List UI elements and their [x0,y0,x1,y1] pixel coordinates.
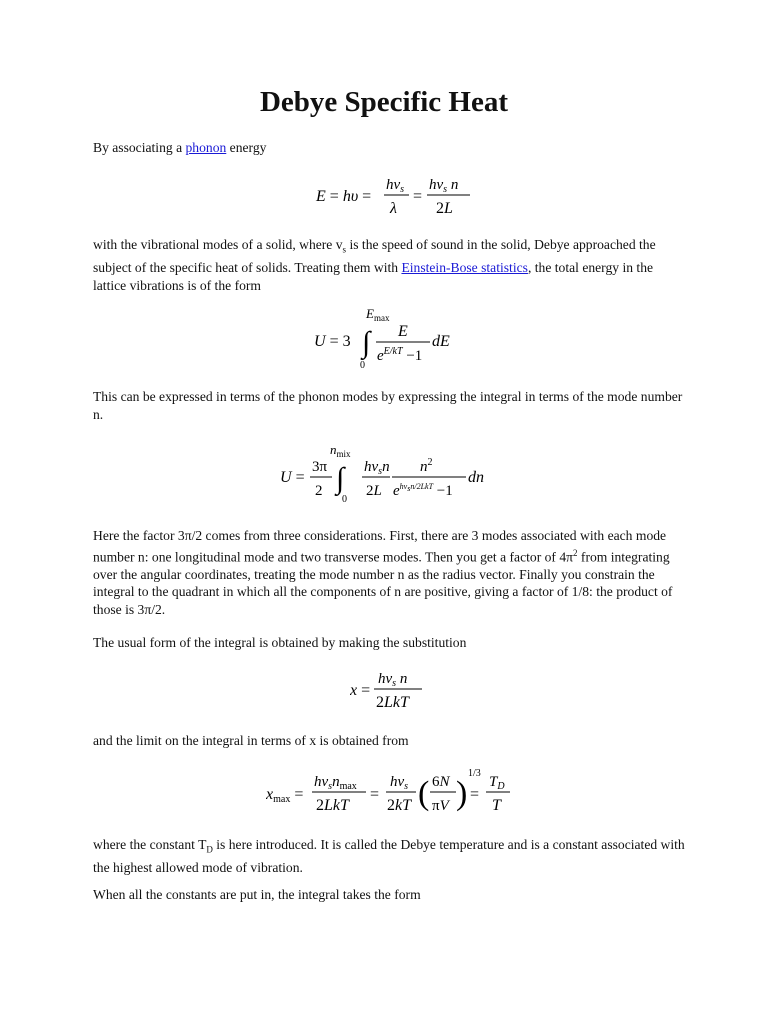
svg-text:dn: dn [468,469,484,486]
equation-phonon-energy [314,172,474,218]
paragraph-phonon-modes: This can be expressed in terms of the phonon modes by expressing the integral in terms of the mode number n. [93,389,683,422]
equation-total-energy [314,304,464,370]
subscript: s [342,244,347,255]
svg-text:3π: 3π [312,459,328,475]
svg-text:1/3: 1/3 [468,768,481,779]
svg-text:=: = [470,786,480,803]
text: energy [226,140,267,155]
svg-text:=: = [370,786,380,803]
svg-text:U = 3: U = 3 [314,333,351,350]
svg-text:2L: 2L [436,200,453,217]
text: is the speed of sound in the solid, Debye approached the subject of the specific heat of solids. Treating them with [93,237,656,276]
einstein-bose-statistics-link[interactable]: Einstein-Bose statistics [401,260,528,276]
paragraph-debye-temperature [93,836,685,877]
svg-text:(: ( [418,775,430,812]
page-title: Debye Specific Heat [259,86,509,118]
text: from integrating over the angular coordinates, treating the mode number n as the radius vector. Finally you constrain the integral to the quadrant in which all the components of n are positive, giving a factor of 1/8: the product of those is 3π/2. [93,549,673,617]
paragraph-substitution: The usual form of the integral is obtained by making the substitution [93,635,467,650]
svg-text:=: = [413,188,423,205]
paragraph-vibrational-modes [93,236,685,295]
text: Here the factor 3π/2 comes from three considerations. First, there are 3 modes associated with each mode number n: one longitudinal mode and two transverse modes. Then you get a factor of 4π [93,528,667,565]
svg-text:hvsn: $hv_sn$ [364,459,390,477]
equation-mode-integral [280,442,490,504]
svg-text:0: 0 [342,494,347,504]
svg-text:hvs n: $hv_s$ n [378,671,408,689]
svg-text:πV: πV [432,798,449,814]
svg-text:dE: dE [432,333,450,350]
paragraph-intro [93,139,685,157]
svg-text:6N: 6N [432,774,450,790]
subscript: D [206,844,213,855]
svg-text:): ) [456,775,468,812]
svg-text:U =: U = [280,469,305,486]
svg-text:2LkT: 2LkT [316,797,349,814]
svg-text:∫: ∫ [362,326,371,359]
svg-text:eE/kT −1: $e^{E/kT} -1$ [377,346,423,364]
equation-debye-limit [266,764,516,818]
paragraph-factor [93,527,685,619]
svg-text:xmax =: xmax = [266,786,304,805]
svg-text:T: T [492,797,501,814]
svg-text:x =: x = [350,682,371,699]
svg-text:2L: 2L [366,483,382,499]
text: By associating a [93,140,186,155]
text: with the vibrational modes of a solid, where v [93,237,343,252]
svg-text:Emax: $E_{max}$ [366,306,390,323]
text: is here introduced. It is called the Debye temperature and is a constant associated with the highest allowed mode of vibration. [93,837,685,876]
svg-text:0: 0 [360,360,365,370]
svg-text:n2: $n^2$ [420,457,433,475]
svg-text:hvs n: $hv_s$ n [429,177,459,195]
svg-text:∫: ∫ [336,462,345,495]
svg-text:2kT: 2kT [387,797,411,814]
svg-text:E = hυ =: E = hυ = [316,188,372,205]
svg-text:nmix: $n_{mix}$ [330,442,351,459]
text: where the constant T [93,837,207,852]
svg-text:2LkT: 2LkT [376,694,409,711]
text: , the total energy in the lattice vibrations is of the form [93,260,654,293]
paragraph-constants: When all the constants are put in, the integral takes the form [93,887,421,902]
svg-text:E: E [398,323,408,340]
svg-text:λ: λ [390,200,397,217]
svg-text:hvsnmax: $hv_sn_{max}$ [314,774,357,792]
svg-text:TD: $T_D$ [489,774,505,792]
equation-substitution [350,666,426,712]
paragraph-limit: and the limit on the integral in terms of x is obtained from [93,733,409,748]
svg-text:hvs: $hv_s$ [390,774,409,792]
svg-text:2: 2 [315,483,323,499]
svg-text:hvs: $hv_s$ [386,177,405,195]
superscript: 2 [573,547,578,558]
svg-text:ehvsn/2LkT −1: $e^{hvsn/2LkT} -1$ [393,482,453,499]
phonon-link[interactable]: phonon [185,140,227,155]
